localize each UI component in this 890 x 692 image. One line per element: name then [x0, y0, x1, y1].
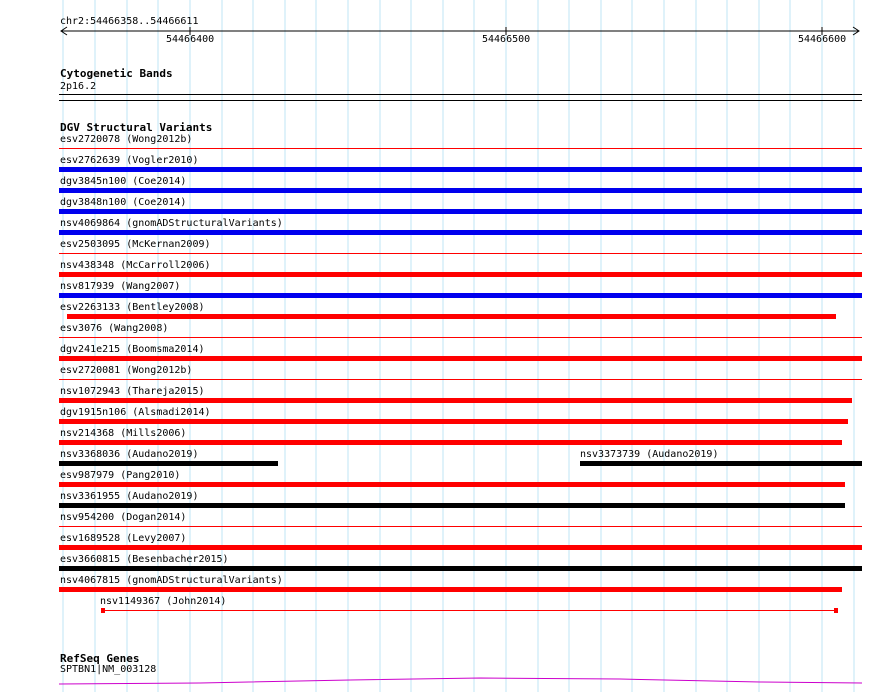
refseq-gene-label: SPTBN1|NM_003128 [60, 664, 157, 675]
variant-bar[interactable] [59, 482, 845, 487]
variant-label[interactable]: nsv438348 (McCarroll2006) [60, 260, 211, 271]
cytoband-track-title[interactable]: Cytogenetic Bands [60, 67, 173, 80]
variant-bar[interactable] [59, 230, 862, 235]
variant-label[interactable]: esv2263133 (Bentley2008) [60, 302, 205, 313]
ruler-tick-label-2: 54466600 [798, 34, 847, 45]
variant-bar[interactable] [59, 440, 842, 445]
variant-label[interactable]: esv3660815 (Besenbacher2015) [60, 554, 229, 565]
ruler-tick-label-0: 54466400 [166, 34, 215, 45]
variant-label[interactable]: dgv3845n100 (Coe2014) [60, 176, 187, 187]
variant-bar[interactable] [59, 379, 862, 380]
variant-label[interactable]: dgv241e215 (Boomsma2014) [60, 344, 205, 355]
ruler-tick-label-1: 54466500 [482, 34, 531, 45]
variant-bar[interactable] [59, 419, 848, 424]
variant-bar[interactable] [59, 148, 862, 149]
variant-bar[interactable] [59, 209, 862, 214]
variant-bar[interactable] [59, 503, 845, 508]
variant-bar[interactable] [59, 526, 862, 527]
variant-label[interactable]: esv2503095 (McKernan2009) [60, 239, 211, 250]
dgv-track-title[interactable]: DGV Structural Variants [60, 121, 213, 134]
variant-label[interactable]: esv3076 (Wang2008) [60, 323, 169, 334]
variant-bar[interactable] [59, 293, 862, 298]
variant-label[interactable]: nsv4069864 (gnomADStructuralVariants) [60, 218, 283, 229]
variant-label[interactable]: nsv1149367 (John2014) [100, 596, 227, 607]
variant-bar[interactable] [59, 337, 862, 338]
variant-bar[interactable] [59, 587, 842, 592]
variant-label[interactable]: nsv817939 (Wang2007) [60, 281, 181, 292]
refseq-track-title[interactable]: RefSeq Genes [60, 652, 140, 665]
variant-bar[interactable] [59, 566, 862, 571]
variant-bar[interactable] [59, 272, 862, 277]
variant-label[interactable]: nsv3361955 (Audano2019) [60, 491, 199, 502]
variant-label[interactable]: nsv954200 (Dogan2014) [60, 512, 187, 523]
cytoband-label: 2p16.2 [60, 81, 97, 92]
variant-label[interactable]: nsv1072943 (Thareja2015) [60, 386, 205, 397]
variant-bar[interactable] [59, 253, 862, 254]
variant-label[interactable]: esv987979 (Pang2010) [60, 470, 181, 481]
variant-bar[interactable] [580, 461, 862, 466]
variant-bar[interactable] [59, 398, 852, 403]
refseq-gene-feature[interactable] [0, 670, 890, 692]
variant-label[interactable]: esv2720081 (Wong2012b) [60, 365, 193, 376]
variant-label[interactable]: dgv3848n100 (Coe2014) [60, 197, 187, 208]
variant-label[interactable]: nsv3368036 (Audano2019) [60, 449, 199, 460]
variant-label[interactable]: nsv3373739 (Audano2019) [580, 449, 719, 460]
variant-bar[interactable] [59, 461, 278, 466]
variant-label[interactable]: dgv1915n106 (Alsmadi2014) [60, 407, 211, 418]
variant-label[interactable]: nsv4067815 (gnomADStructuralVariants) [60, 575, 283, 586]
variant-label[interactable]: esv1689528 (Levy2007) [60, 533, 187, 544]
variant-bar[interactable] [67, 314, 836, 319]
variant-bar[interactable] [59, 188, 862, 193]
variant-bar[interactable] [59, 545, 862, 550]
variant-bar[interactable] [59, 356, 862, 361]
variant-bar-cap[interactable] [101, 608, 105, 613]
ruler-position-label: chr2:54466358..54466611 [60, 16, 199, 27]
variant-bar-cap[interactable] [834, 608, 838, 613]
variant-label[interactable]: esv2762639 (Vogler2010) [60, 155, 199, 166]
variant-label[interactable]: nsv214368 (Mills2006) [60, 428, 187, 439]
variant-bar[interactable] [102, 610, 837, 611]
variant-bar[interactable] [59, 167, 862, 172]
variant-label[interactable]: esv2720078 (Wong2012b) [60, 134, 193, 145]
